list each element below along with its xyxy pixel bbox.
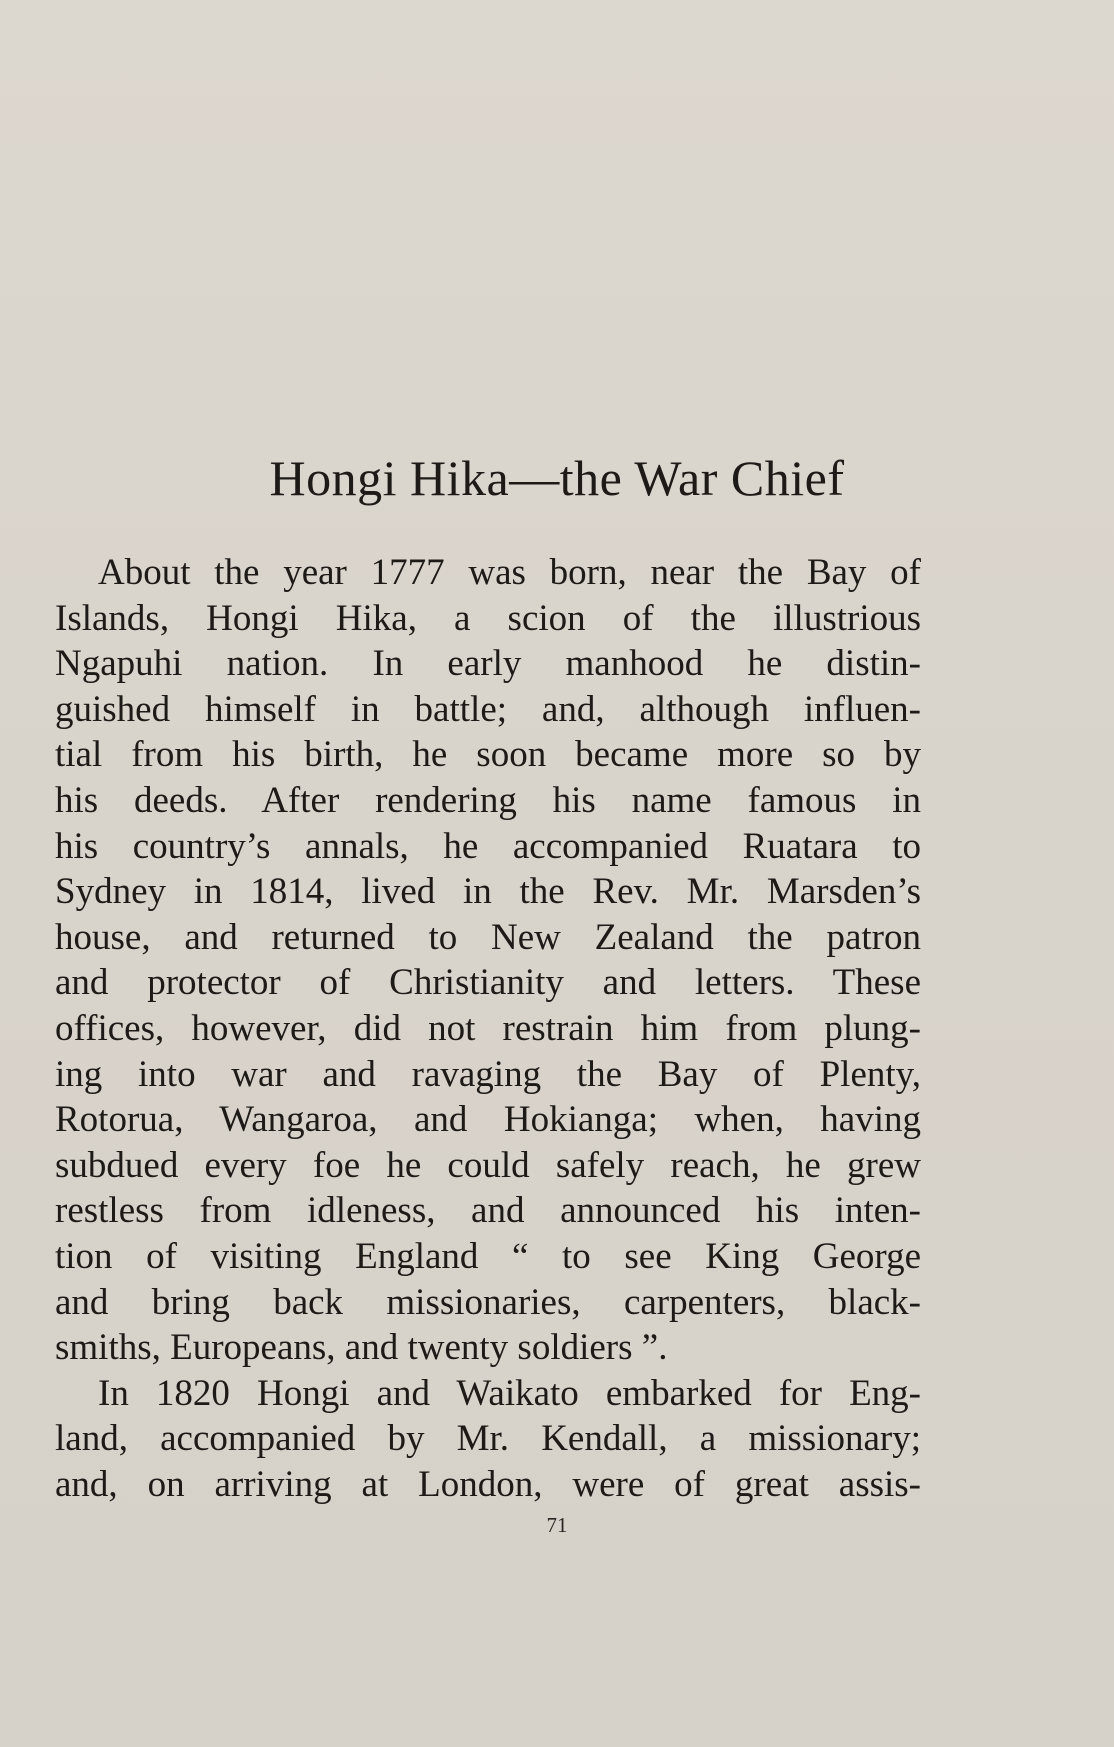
text-line: house, and returned to New Zealand the patron xyxy=(55,916,921,958)
text-line: Rotorua, Wangaroa, and Hokianga; when, having xyxy=(55,1099,921,1141)
text-line: Ngapuhi nation. In early manhood he distin- xyxy=(55,643,921,685)
text-line: land, accompanied by Mr. Kendall, a missionary; xyxy=(55,1418,921,1460)
text-line: About the year 1777 was born, near the Bay of xyxy=(98,552,921,593)
text-line: smiths, Europeans, and twenty soldiers ”. xyxy=(55,1327,668,1369)
text-line: his deeds. After rendering his name famous in xyxy=(55,779,921,821)
text-line: subdued every foe he could safely reach, he grew xyxy=(55,1144,921,1186)
text-line: offices, however, did not restrain him from plung- xyxy=(55,1007,921,1049)
page-number: 71 xyxy=(546,1513,568,1537)
text-line: Sydney in 1814, lived in the Rev. Mr. Marsden’s xyxy=(55,871,921,913)
text-line: and protector of Christianity and letters. These xyxy=(55,962,921,1004)
text-line: tial from his birth, he soon became more so by xyxy=(55,734,921,776)
chapter-title: Hongi Hika—the War Chief xyxy=(269,450,845,506)
text-line: tion of visiting England “ to see King George xyxy=(55,1235,921,1277)
text-line: Islands, Hongi Hika, a scion of the illustrious xyxy=(55,597,921,639)
paragraph xyxy=(55,550,921,1371)
text-line: ing into war and ravaging the Bay of Plenty, xyxy=(55,1053,921,1095)
text-line: In 1820 Hongi and Waikato embarked for Eng- xyxy=(98,1372,921,1414)
text-line: and bring back missionaries, carpenters, black- xyxy=(55,1281,921,1323)
text-line: guished himself in battle; and, although influen- xyxy=(55,688,921,730)
text-line: and, on arriving at London, were of great assis- xyxy=(55,1463,921,1505)
text-line: his country’s annals, he accompanied Ruatara to xyxy=(55,825,921,867)
text-line: restless from idleness, and announced his inten- xyxy=(55,1190,921,1232)
body-text xyxy=(55,550,921,1507)
paragraph xyxy=(55,1371,921,1508)
